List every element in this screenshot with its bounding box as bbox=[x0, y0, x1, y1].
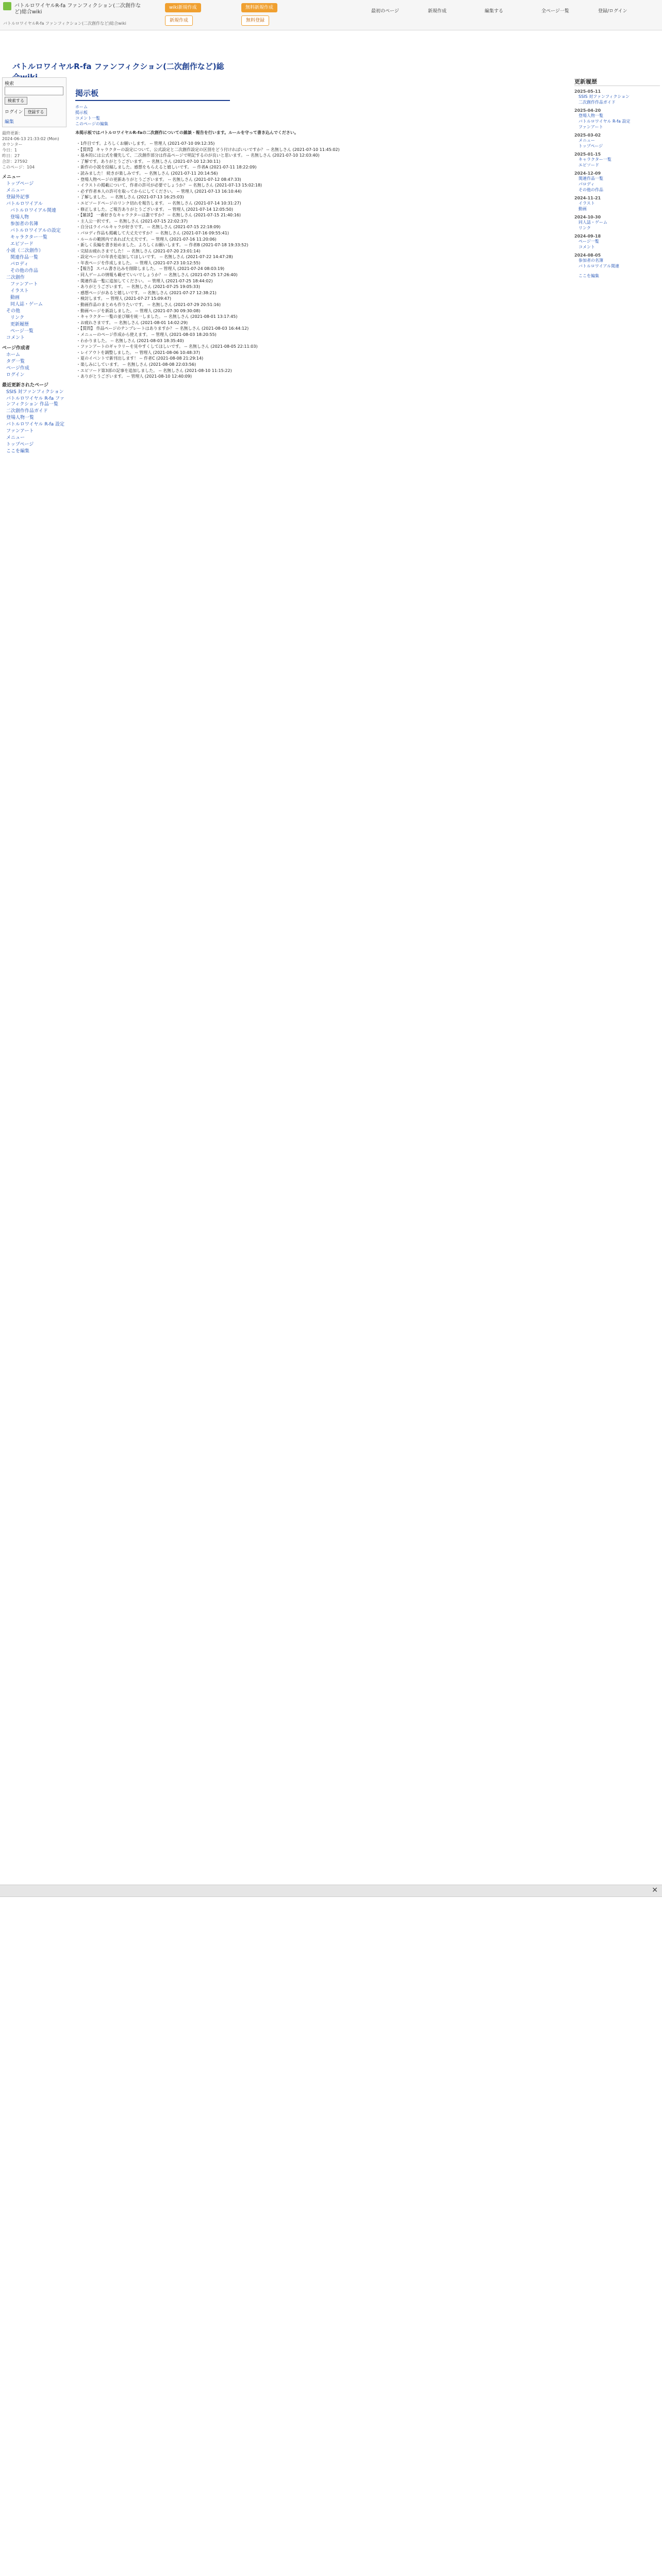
main-content bbox=[72, 77, 567, 2576]
comment-item bbox=[75, 254, 567, 260]
comment-item bbox=[75, 171, 567, 177]
comment-text: ファンアートのギャラリーを見やすくしてほしいです。 -- 名無しさん (2021-08-05 22:11:03) bbox=[80, 344, 258, 349]
update-date: 2025-05-11 bbox=[574, 89, 601, 94]
bullet-icon: ・ bbox=[76, 296, 80, 301]
update-item[interactable]: 登場人物一覧 bbox=[578, 113, 603, 118]
meta-line: カウンター bbox=[2, 142, 23, 147]
comment-text: パロディ作品も掲載して大丈夫ですか？ -- 名無しさん (2021-07-16 09:55:41) bbox=[80, 230, 229, 235]
update-item[interactable]: ページ一覧 bbox=[578, 239, 599, 244]
comment-text: ルールの範囲内であれば大丈夫です。 -- 管理人 (2021-07-16 11:20:06) bbox=[80, 236, 217, 242]
sidebar-item[interactable]: その他 bbox=[6, 309, 21, 314]
comment-text: ありがとうございます。 -- 管理人 (2021-08-10 12:40:09) bbox=[80, 374, 192, 379]
comment-text: 関連作品一覧に追加してください。 -- 管理人 (2021-07-25 18:44:02) bbox=[80, 278, 213, 283]
sidebar-item[interactable]: ファンアート bbox=[10, 282, 38, 287]
site-title: バトルロワイヤルR-fa ファンフィクション(二次創作など)総 bbox=[12, 62, 224, 71]
comment-item bbox=[75, 302, 567, 308]
recent-item[interactable]: バトルロワイヤル R-fa ファンフィクション 作品一覧 bbox=[6, 396, 64, 407]
comment-item bbox=[75, 362, 567, 368]
bullet-icon: ・ bbox=[76, 260, 80, 265]
update-item[interactable]: 動画 bbox=[578, 207, 587, 211]
comment-item bbox=[75, 177, 567, 183]
bullet-icon: ・ bbox=[76, 302, 80, 308]
bullet-icon: ・ bbox=[76, 368, 80, 373]
comment-item bbox=[75, 200, 567, 207]
sidebar-item[interactable]: バトルロワイアル関連 bbox=[10, 208, 56, 213]
update-date: 2024-09-18 bbox=[574, 234, 601, 239]
sidebar-item[interactable]: 小説（二次創作） bbox=[6, 248, 44, 253]
bullet-icon: ・ bbox=[76, 225, 80, 230]
update-item[interactable]: トップページ bbox=[578, 144, 603, 148]
comment-text: 年表ページを作成しました。 -- 管理人 (2021-07-23 10:12:55) bbox=[80, 260, 201, 265]
comment-item bbox=[75, 212, 567, 218]
ad-bar bbox=[0, 1885, 662, 1897]
comment-item bbox=[75, 326, 567, 332]
bullet-icon: ・ bbox=[76, 213, 80, 218]
recent-title: 最近更新されたページ bbox=[2, 383, 48, 388]
update-date: 2025-01-15 bbox=[574, 152, 601, 157]
recent-item[interactable]: ファンアート bbox=[6, 429, 34, 434]
breadcrumb-link[interactable]: このページの編集 bbox=[75, 122, 108, 126]
meta-line: 合計：27592 bbox=[2, 159, 28, 164]
bullet-icon: ・ bbox=[76, 344, 80, 349]
page-meta bbox=[2, 130, 67, 170]
comment-item bbox=[75, 332, 567, 338]
update-item[interactable]: エピソード bbox=[578, 163, 599, 167]
comment-item bbox=[75, 296, 567, 302]
comment-text: 感想ページがあると嬉しいです。 -- 名無しさん (2021-07-27 12:38:21) bbox=[80, 290, 217, 295]
comment-text: 動画作品のまとめも作りたいです。 -- 名無しさん (2021-07-29 20:51:16) bbox=[80, 302, 221, 308]
bullet-icon: ・ bbox=[76, 141, 80, 146]
sidebar-item[interactable]: 更新履歴 bbox=[10, 322, 29, 327]
bullet-icon: ・ bbox=[76, 147, 80, 152]
comment-text: 楽しみにしています。 -- 名無しさん (2021-08-08 22:03:56) bbox=[80, 362, 196, 367]
recent-item[interactable]: 二次創作作品ガイド bbox=[6, 409, 48, 414]
update-item[interactable]: メニュー bbox=[578, 138, 595, 143]
comment-text: キャラクター一覧の並び順を統一しました。 -- 名無しさん (2021-08-01 13:17:45) bbox=[80, 314, 238, 319]
breadcrumb-link[interactable]: コメント一覧 bbox=[75, 116, 100, 121]
bullet-icon: ・ bbox=[76, 284, 80, 290]
comment-item bbox=[75, 164, 567, 171]
recent-item[interactable]: 登場人物一覧 bbox=[6, 415, 35, 420]
updates-title: 更新履歴 bbox=[574, 77, 660, 86]
comment-item bbox=[75, 338, 567, 344]
comment-text: メニューのページ作成から使えます。 -- 管理人 (2021-08-03 18:20:55) bbox=[80, 332, 217, 337]
bullet-icon: ・ bbox=[76, 171, 80, 176]
update-item[interactable]: コメント bbox=[578, 245, 595, 249]
sidebar-item[interactable]: キャラクター一覧 bbox=[10, 235, 47, 240]
comment-text: 登場人物ページの更新ありがとうございます。 -- 名無しさん (2021-07-12 08:47:33) bbox=[80, 177, 241, 182]
sidebar-item[interactable]: 参加者の名簿 bbox=[10, 222, 39, 227]
bullet-icon: ・ bbox=[76, 243, 80, 248]
update-item[interactable]: SSIS 対ファンフィクション bbox=[578, 94, 630, 99]
comment-item bbox=[75, 152, 567, 159]
wiki-create-button[interactable]: wiki新規作成 bbox=[165, 3, 201, 12]
bullet-icon: ・ bbox=[76, 255, 80, 260]
comment-text: わかりました。 -- 名無しさん (2021-08-03 18:35:40) bbox=[80, 338, 184, 343]
recent-item[interactable]: SSIS 対ファンフィクション bbox=[6, 389, 64, 395]
update-date: 2025-04-20 bbox=[574, 108, 601, 113]
sidebar-item[interactable]: 二次創作 bbox=[6, 275, 25, 280]
top-link[interactable]: 編集する bbox=[485, 9, 504, 14]
bullet-icon: ・ bbox=[76, 230, 80, 235]
comment-item bbox=[75, 266, 567, 272]
bullet-icon: ・ bbox=[76, 273, 80, 278]
comment-item bbox=[75, 224, 567, 230]
page-title: 掲示板 bbox=[75, 88, 230, 101]
breadcrumb bbox=[75, 104, 567, 127]
bullet-icon: ・ bbox=[76, 218, 80, 224]
bullet-icon: ・ bbox=[76, 326, 80, 331]
top-link[interactable]: 登録/ログイン bbox=[598, 9, 627, 14]
comment-text: 設定ページの年表を追加してほしいです。 -- 名無しさん (2021-07-22 14:47:28) bbox=[80, 255, 233, 260]
bullet-icon: ・ bbox=[76, 236, 80, 242]
sidebar-item[interactable]: トップページ bbox=[6, 181, 34, 187]
bullet-icon: ・ bbox=[76, 356, 80, 361]
update-item[interactable]: リンク bbox=[578, 226, 591, 230]
bullet-icon: ・ bbox=[76, 362, 80, 367]
comment-item bbox=[75, 218, 567, 225]
sidebar-item[interactable]: ページ一覧 bbox=[10, 329, 34, 334]
register-button[interactable]: 無料登録 bbox=[241, 15, 269, 26]
sidebar-item[interactable]: エピソード bbox=[10, 242, 34, 247]
comment-item bbox=[75, 278, 567, 284]
comment-item bbox=[75, 189, 567, 195]
recent-item[interactable]: メニュー bbox=[6, 435, 25, 440]
top-bar bbox=[0, 0, 662, 30]
sidebar-menu bbox=[2, 181, 67, 341]
comment-item bbox=[75, 207, 567, 213]
bullet-icon: ・ bbox=[76, 332, 80, 337]
bullet-icon: ・ bbox=[76, 350, 80, 355]
tag-item[interactable]: タグ一覧 bbox=[6, 359, 25, 364]
comment-text: ありがとうございます。 -- 名無しさん (2021-07-25 19:05:33) bbox=[80, 284, 200, 290]
update-item[interactable]: パロディ bbox=[578, 182, 595, 187]
tag-item[interactable]: ページ作成 bbox=[6, 366, 29, 371]
update-item[interactable]: キャラクター一覧 bbox=[578, 157, 611, 162]
update-item[interactable]: イラスト bbox=[578, 201, 595, 206]
comment-item bbox=[75, 344, 567, 350]
update-date: 2024-11-21 bbox=[574, 196, 601, 200]
tag-item[interactable]: ホーム bbox=[6, 352, 21, 358]
update-item[interactable]: 二次創作作品ガイド bbox=[578, 100, 616, 105]
logo-title: バトルロワイヤルR-fa ファンフィクション(二次創作など)総合wiki bbox=[14, 3, 141, 15]
comment-item bbox=[75, 147, 567, 153]
comment-text: お疲れさまです。 -- 名無しさん (2021-08-01 14:02:29) bbox=[80, 320, 188, 325]
meta-line: 2024-06-13 21:33:02 (Mon) bbox=[2, 137, 59, 141]
comment-item bbox=[75, 260, 567, 266]
sidebar-item[interactable]: パロディ bbox=[10, 262, 29, 267]
comment-text: 基本的には公式を優先して、二次創作部分は作品ページで明記するのが良いと思います。 -- 名無しさん (2021-07-10 12:03:40) bbox=[80, 153, 320, 158]
top-link[interactable]: 新規作成 bbox=[428, 9, 447, 14]
recent-item[interactable]: バトルロワイヤル R-fa 設定 bbox=[6, 422, 65, 427]
breadcrumb-link[interactable]: 掲示板 bbox=[75, 110, 88, 115]
sidebar-item[interactable]: バトルロワイアル bbox=[6, 201, 43, 207]
update-date: 2025-03-02 bbox=[574, 133, 601, 138]
comment-text: エピソード第3部の記事を追加しました。 -- 名無しさん (2021-08-10 11:15:22) bbox=[80, 368, 232, 373]
comment-item bbox=[75, 290, 567, 296]
comment-text: 完結お疲れさまでした！ -- 名無しさん (2021-07-20 23:01:14) bbox=[80, 248, 201, 253]
update-date: 2024-10-30 bbox=[574, 215, 601, 219]
bullet-icon: ・ bbox=[76, 266, 80, 272]
sidebar-item[interactable]: その他の作品 bbox=[10, 268, 39, 274]
meta-line: このページ：104 bbox=[2, 165, 35, 170]
comment-text: 【質問】 キャラクターの設定について、公式設定と二次創作設定の区別をどう付ければいいですか？ -- 名無しさん (2021-07-10 11:45:02) bbox=[80, 147, 340, 152]
update-date: 2024-12-09 bbox=[574, 171, 601, 176]
bullet-icon: ・ bbox=[76, 374, 80, 379]
updates-list bbox=[574, 89, 660, 269]
sidebar-item[interactable]: 関連作品一覧 bbox=[10, 255, 39, 260]
bullet-icon: ・ bbox=[76, 200, 80, 206]
comment-item bbox=[75, 320, 567, 326]
meta-line: 今日：1 bbox=[2, 148, 18, 152]
new-create-button[interactable]: 新規作成 bbox=[165, 15, 193, 26]
right-edit-link[interactable]: ここを編集 bbox=[578, 274, 599, 278]
bullet-icon: ・ bbox=[76, 338, 80, 343]
search-box bbox=[2, 77, 67, 127]
comment-text: 【質問】 作品ページのテンプレートはありますか？ -- 名無しさん (2021-08-03 16:44:12) bbox=[80, 326, 249, 331]
login-label[interactable]: ログイン bbox=[5, 110, 23, 115]
edit-link[interactable]: 編集 bbox=[5, 120, 14, 125]
sidebar-item[interactable]: バトルロワイアルの設定 bbox=[10, 228, 61, 233]
comment-text: 読みました！ 続きが楽しみです。 -- 名無しさん (2021-07-11 20:14:56) bbox=[80, 171, 218, 176]
sidebar-item[interactable]: 同人誌・ゲーム bbox=[10, 302, 43, 307]
bullet-icon: ・ bbox=[76, 278, 80, 283]
tag-title: ページ作成者 bbox=[2, 346, 30, 351]
tag-list bbox=[2, 352, 67, 378]
top-links bbox=[371, 5, 660, 26]
update-item[interactable]: 同人誌・ゲーム bbox=[578, 220, 607, 225]
bullet-icon: ・ bbox=[76, 183, 80, 188]
close-icon[interactable]: ✕ bbox=[652, 1886, 658, 1894]
comment-text: 修正しました。ご報告ありがとうございます。 -- 管理人 (2021-07-14 12:05:50) bbox=[80, 207, 233, 212]
comment-item bbox=[75, 248, 567, 255]
comment-item bbox=[75, 141, 567, 147]
comment-text: 検討します。 -- 管理人 (2021-07-27 15:09:47) bbox=[80, 296, 171, 301]
bullet-icon: ・ bbox=[76, 314, 80, 319]
free-create-button[interactable]: 無料新規作成 bbox=[241, 3, 277, 12]
comment-text: 必ず作者本人の許可を取ってからにしてください。 -- 管理人 (2021-07-13 16:10:44) bbox=[80, 189, 242, 194]
update-date: 2024-08-05 bbox=[574, 253, 601, 258]
comment-text: 【雑談】 一番好きなキャラクターは誰ですか？ -- 名無しさん (2021-07-15 21:40:16) bbox=[80, 213, 241, 218]
comment-text: 了解です。ありがとうございます。 -- 名無しさん (2021-07-10 12:30:11) bbox=[80, 159, 221, 164]
site-logo[interactable] bbox=[3, 2, 142, 26]
comment-text: エピソードページのリンク切れを報告します。 -- 名無しさん (2021-07-14 10:31:27) bbox=[80, 200, 241, 206]
comment-text: 【報告】 スパム書き込みを削除しました。 -- 管理人 (2021-07-24 08:03:19) bbox=[80, 266, 225, 272]
search-button[interactable]: 検索する bbox=[5, 97, 27, 105]
bullet-icon: ・ bbox=[76, 308, 80, 313]
sidebar-item[interactable]: 登録外記事 bbox=[6, 195, 30, 200]
bullet-icon: ・ bbox=[76, 189, 80, 194]
bullet-icon: ・ bbox=[76, 290, 80, 295]
comment-item bbox=[75, 374, 567, 380]
update-item[interactable]: その他の作品 bbox=[578, 188, 603, 192]
comment-text: 了解しました。 -- 名無しさん (2021-07-13 16:25:03) bbox=[80, 195, 184, 200]
comment-item bbox=[75, 314, 567, 320]
update-item[interactable]: バトルロワイアル関連 bbox=[578, 264, 620, 268]
comment-item bbox=[75, 159, 567, 165]
comment-item bbox=[75, 350, 567, 356]
comment-text: 新作の小説を投稿しました。感想をもらえると嬉しいです。 -- 作者A (2021-07-11 18:22:09) bbox=[80, 165, 257, 170]
bullet-icon: ・ bbox=[76, 159, 80, 164]
menu-title: メニュー bbox=[2, 175, 21, 180]
update-item[interactable]: バトルロワイヤル R-fa 設定 bbox=[578, 119, 631, 124]
sidebar-edit-link[interactable]: ここを編集 bbox=[6, 449, 30, 454]
update-item[interactable]: ファンアート bbox=[578, 125, 603, 129]
sidebar-item[interactable]: リンク bbox=[10, 315, 24, 320]
sidebar-item[interactable]: 動画 bbox=[10, 295, 20, 300]
comment-item bbox=[75, 284, 567, 290]
comment-list bbox=[75, 141, 567, 380]
sidebar-item[interactable]: メニュー bbox=[6, 188, 25, 193]
search-input[interactable] bbox=[5, 87, 63, 95]
bullet-icon: ・ bbox=[76, 177, 80, 182]
bullet-icon: ・ bbox=[76, 320, 80, 325]
board-notice: 本掲示板ではバトルロワイヤルR-faの二次創作についての雑談・報告を行います。ルールを守って書き込んでください。 bbox=[75, 130, 299, 135]
sidebar-item[interactable]: コメント bbox=[6, 335, 25, 341]
left-sidebar bbox=[2, 77, 67, 902]
login-button[interactable]: 登録する bbox=[24, 108, 47, 116]
comment-item bbox=[75, 368, 567, 374]
comment-item bbox=[75, 236, 567, 243]
update-item[interactable]: 関連作品一覧 bbox=[578, 176, 603, 181]
comment-text: 自分はライバルキャラが好きです。 -- 名無しさん (2021-07-15 22:18:09) bbox=[80, 225, 221, 230]
meta-line: 最終更新： bbox=[2, 131, 23, 135]
comment-item bbox=[75, 194, 567, 200]
tag-item[interactable]: ログイン bbox=[6, 372, 25, 378]
comment-text: 動画ページを新設しました。 -- 管理人 (2021-07-30 09:30:08) bbox=[80, 308, 201, 313]
update-item[interactable]: 参加者の名簿 bbox=[578, 258, 603, 263]
comment-text: レイアウトを調整しました。 -- 管理人 (2021-08-06 10:48:37) bbox=[80, 350, 200, 355]
logo-subtitle: バトルロワイヤルR-fa ファンフィクション(二次創作など)総合wiki bbox=[3, 21, 126, 26]
comment-item bbox=[75, 308, 567, 314]
bullet-icon: ・ bbox=[76, 165, 80, 170]
breadcrumb-link[interactable]: ホーム bbox=[75, 105, 88, 109]
bullet-icon: ・ bbox=[76, 153, 80, 158]
comment-item bbox=[75, 355, 567, 362]
comment-text: 夏のイベントで新刊出します！ -- 作者C (2021-08-08 21:29:14) bbox=[80, 356, 204, 361]
top-link[interactable]: 最初のページ bbox=[371, 9, 399, 14]
sidebar-item[interactable]: イラスト bbox=[10, 289, 29, 294]
recent-list bbox=[2, 389, 67, 448]
comment-text: 主人公一択です。 -- 名無しさん (2021-07-15 22:02:37) bbox=[80, 218, 188, 224]
sidebar-item[interactable]: 登場人物 bbox=[10, 215, 29, 220]
comment-item bbox=[75, 182, 567, 189]
right-sidebar bbox=[574, 77, 660, 953]
bullet-icon: ・ bbox=[76, 207, 80, 212]
recent-item[interactable]: トップページ bbox=[6, 442, 34, 447]
comment-text: 新しく長編を書き始めました。よろしくお願いします。 -- 作者B (2021-07-18 19:33:52) bbox=[80, 243, 249, 248]
search-label: 検索 bbox=[5, 81, 14, 87]
comment-item bbox=[75, 242, 567, 248]
top-link[interactable]: 全ページ一覧 bbox=[541, 9, 569, 14]
bullet-icon: ・ bbox=[76, 248, 80, 253]
comment-text: 同人ゲームの情報も載せていいでしょうか？ -- 名無しさん (2021-07-25 17:26:40) bbox=[80, 273, 238, 278]
bullet-icon: ・ bbox=[76, 195, 80, 200]
comment-text: イラストの掲載について、作者の許可が必要でしょうか？ -- 名無しさん (2021-07-13 15:02:18) bbox=[80, 183, 262, 188]
logo-icon bbox=[3, 2, 11, 10]
meta-line: 昨日：27 bbox=[2, 154, 20, 158]
comment-item bbox=[75, 230, 567, 236]
comment-text: 1件目です。よろしくお願いします。 -- 管理人 (2021-07-10 09:12:35) bbox=[80, 141, 215, 146]
comment-item bbox=[75, 272, 567, 278]
